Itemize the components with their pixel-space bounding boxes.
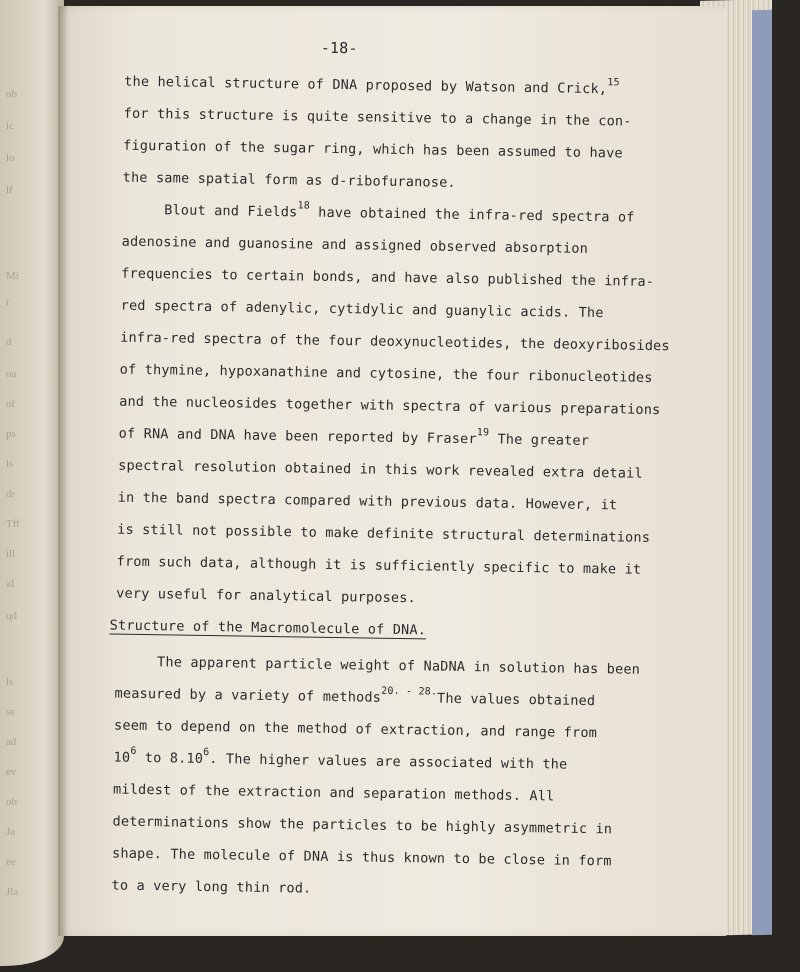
bleed-text: Tff: [6, 518, 20, 530]
text-segment: Blout and Fields: [164, 202, 298, 221]
text-line: frequencies to certain bonds, and have also published the infra-: [121, 265, 655, 290]
text-segment: The values obtained: [436, 690, 596, 710]
text-segment: of RNA and DNA have been reported by Fraser: [118, 425, 477, 448]
bleed-text: ob: [6, 796, 17, 808]
text-segment: the helical structure of DNA proposed by Watson and Crick,: [124, 73, 608, 98]
text-line: to a very long thin rod.: [111, 877, 312, 897]
text-line: figuration of the sugar ring, which has been assumed to have: [123, 137, 623, 162]
text-line: [113, 745, 568, 773]
text-segment: The greater: [489, 431, 590, 449]
text-line: [164, 202, 635, 225]
bleed-text: qd: [6, 610, 17, 622]
reference-superscript: 20. - 28.: [381, 685, 438, 698]
bleed-text: ob: [6, 88, 17, 100]
text-line: in the band spectra compared with previous data. However, it: [117, 489, 618, 514]
page-number: -18-: [320, 38, 358, 58]
exponent-superscript: 6: [203, 746, 210, 759]
bleed-text: ls: [6, 458, 14, 470]
text-line: adenosine and guanosine and assigned observed absorption: [121, 233, 589, 257]
text-line: spectral resolution obtained in this work revealed extra detail: [118, 457, 643, 482]
reference-superscript: 19: [476, 427, 490, 439]
bleed-text: r: [6, 296, 10, 308]
bleed-text: dr: [6, 488, 16, 500]
text-line: shape. The molecule of DNA is thus known to be close in form: [111, 845, 612, 870]
reference-superscript: 18: [297, 200, 311, 212]
text-line: [124, 74, 620, 98]
bleed-text: ps: [6, 428, 16, 440]
bleed-text: se: [6, 706, 16, 718]
reference-superscript: 15: [607, 77, 620, 89]
text-line: [114, 686, 595, 710]
bleed-text: Ja: [6, 826, 16, 838]
text-line: from such data, although it is sufficiently specific to make it: [116, 553, 642, 578]
text-line: is still not possible to make definite structural determinations: [117, 521, 651, 546]
text-line: very useful for analytical purposes.: [116, 585, 417, 607]
text-segment: measured by a variety of methods: [114, 685, 382, 706]
text-line: seem to depend on the method of extraction, and range from: [113, 717, 598, 742]
bleed-text: ls: [6, 676, 14, 688]
text-line: for this structure is quite sensitive to a change in the con-: [123, 105, 632, 130]
bleed-text: ol: [6, 398, 15, 410]
exponent-superscript: 6: [130, 745, 137, 757]
text-line: [119, 426, 590, 449]
bleed-text: Mi: [6, 270, 19, 282]
text-line: determinations show the particles to be highly asymmetric in: [112, 813, 613, 838]
text-line: The apparent particle weight of NaDNA in solution has been: [156, 654, 641, 678]
bleed-text: Jla: [6, 886, 19, 898]
bleed-text: d: [6, 336, 12, 348]
bleed-text: ee: [6, 856, 16, 868]
bleed-text: oa: [6, 368, 17, 380]
section-heading: Structure of the Macromolecule of DNA.: [109, 617, 427, 639]
bleed-text: ad: [6, 736, 17, 748]
text-line: the same spatial form as d-ribofuranose.: [122, 169, 456, 191]
text-line: and the nucleosides together with spectra of various preparations: [119, 393, 661, 419]
bleed-text: lo: [6, 152, 15, 164]
text-line: infra-red spectra of the four deoxynucleotides, the deoxyribosides: [120, 329, 670, 355]
text-segment: have obtained the infra-red spectra of: [309, 204, 635, 226]
text-segment: to 8.10: [136, 749, 204, 767]
bleed-text: lf: [6, 184, 13, 196]
text-segment: . The higher values are associated with the: [209, 751, 568, 773]
text-segment: 10: [113, 749, 131, 766]
bleed-text: ill: [6, 548, 16, 560]
text-line: red spectra of adenylic, cytidylic and guanylic acids. The: [120, 297, 604, 322]
bleed-text: al: [6, 578, 14, 590]
text-line: mildest of the extraction and separation methods. All: [112, 781, 555, 805]
bleed-text: ev: [6, 766, 17, 778]
text-line: of thymine, hypoxanathine and cytosine, the four ribonucleotides: [119, 361, 653, 386]
bleed-text: ic: [6, 120, 14, 132]
